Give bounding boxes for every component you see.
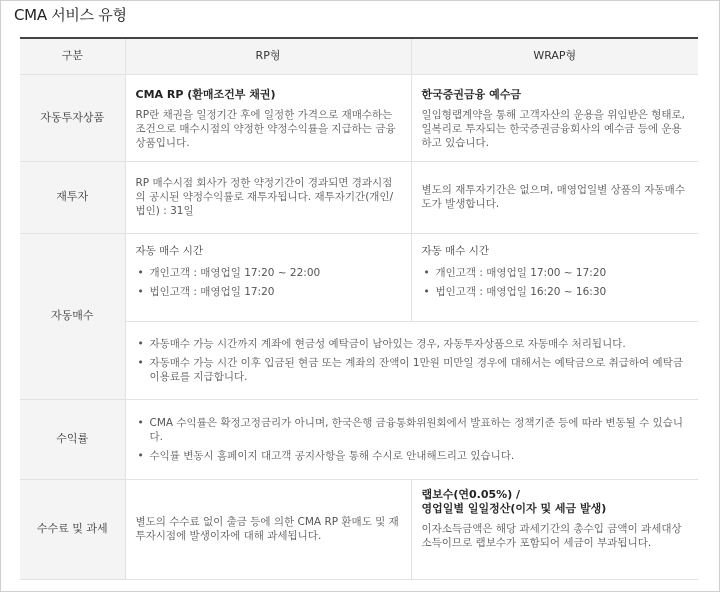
wrap-autobuy-cell [411, 233, 698, 321]
table-header-row [20, 38, 698, 74]
wrap-fee-title-line2: 영업일별 일일정산(이자 및 세금 발생) [421, 501, 607, 515]
row-yield [20, 399, 698, 479]
list-item: • CMA 수익률은 확정고정금리가 아니며, 한국은행 금융통화위원회에서 발표하는 정책기준 등에 따라 변동될 수 있습니다. [136, 416, 689, 444]
wrap-fee-title-line1: 랩보수(연0.05%) / [421, 487, 521, 501]
wrap-fee-text: 이자소득금액은 해당 과세기간의 총수입 금액이 과세대상 소득이므로 랩보수가 포함되어 세금이 부과됩니다. [421, 522, 682, 549]
wrap-reinvest-cell: 별도의 재투자기간은 없으며, 매영업일별 상품의 자동매수도가 발생합니다. [411, 161, 698, 233]
row-label-yield: 수익률 [20, 399, 125, 479]
yield-notes-cell [125, 399, 698, 479]
wrap-fee-cell [411, 479, 698, 579]
list-item: • 법인고객 : 매영업일 17:20 [136, 285, 401, 299]
page-title: CMA 서비스 유형 [14, 6, 127, 24]
wrap-product-text: 일임형랩계약을 통해 고객자산의 운용을 위임받은 형태로, 일복리로 투자되는 한국증권금융회사의 예수금 등에 운용하고 있습니다. [421, 108, 685, 149]
row-label-product: 자동투자상품 [20, 74, 125, 161]
list-item: • 개인고객 : 매영업일 17:20 ~ 22:00 [136, 266, 401, 280]
row-label-reinvest: 재투자 [20, 161, 125, 233]
list-item: • 수익률 변동시 홈페이지 대고객 공지사항을 통해 수시로 안내해드리고 있습니다. [136, 449, 689, 463]
list-item: • 자동매수 가능 시간 이후 입금된 현금 또는 계좌의 잔액이 1만원 미만일 경우에 대해서는 예탁금으로 취급하여 예탁금이용료를 지급합니다. [136, 356, 689, 384]
list-item: • 개인고객 : 매영업일 17:00 ~ 17:20 [422, 266, 689, 280]
autobuy-notes-list [136, 337, 689, 384]
header-category: 구분 [20, 38, 125, 74]
rp-autobuy-subtitle: 자동 매수 시간 [135, 244, 204, 257]
header-rp: RP형 [125, 38, 411, 74]
row-autobuy [20, 233, 698, 321]
list-item: • 법인고객 : 매영업일 16:20 ~ 16:30 [422, 285, 689, 299]
wrap-product-title: 한국증권금융 예수금 [421, 87, 521, 101]
rp-reinvest-cell: RP 매수시점 회사가 정한 약정기간이 경과되면 경과시점의 공시된 약정수익률로 재투자됩니다. 재투자기간(개인/법인) : 31일 [125, 161, 411, 233]
rp-autobuy-cell [125, 233, 411, 321]
rp-autobuy-list [136, 266, 401, 299]
rp-fee-cell: 별도의 수수료 없이 출금 등에 의한 CMA RP 환매도 및 재투자시점에 발생이자에 대해 과세됩니다. [125, 479, 411, 579]
wrap-product-cell [411, 74, 698, 161]
header-wrap: WRAP형 [411, 38, 698, 74]
row-fee [20, 479, 698, 579]
autobuy-notes-cell [125, 321, 698, 399]
cma-service-table [20, 37, 698, 580]
row-reinvest [20, 161, 698, 233]
row-label-autobuy: 자동매수 [20, 233, 125, 399]
rp-product-text: RP란 채권을 일정기간 후에 일정한 가격으로 재매수하는 조건으로 매수시점의 약정한 약정수익률을 지급하는 금융 상품입니다. [135, 108, 396, 149]
rp-product-cell [125, 74, 411, 161]
row-label-fee: 수수료 및 과세 [20, 479, 125, 579]
yield-notes-list [136, 416, 689, 463]
wrap-autobuy-subtitle: 자동 매수 시간 [421, 244, 490, 257]
rp-product-title: CMA RP (환매조건부 채권) [135, 87, 276, 101]
wrap-autobuy-list [422, 266, 689, 299]
row-product [20, 74, 698, 161]
list-item: • 자동매수 가능 시간까지 계좌에 현금성 예탁금이 남아있는 경우, 자동투자상품으로 자동매수 처리됩니다. [136, 337, 689, 351]
